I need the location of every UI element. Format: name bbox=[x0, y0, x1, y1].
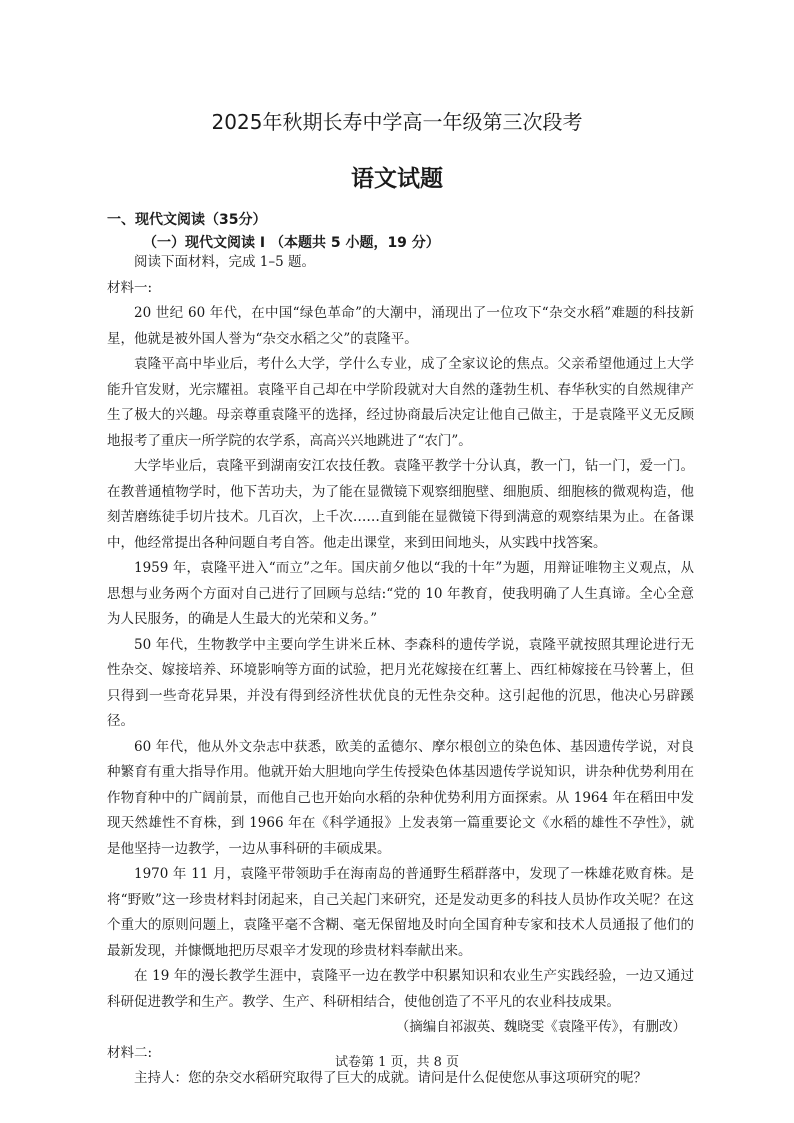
subject-title: 语文试题 bbox=[351, 166, 443, 192]
material-one-paragraph: 50 年代，生物教学中主要向学生讲米丘林、李森科的遗传学说，袁隆平就按照其理论进行无性杂交、嫁接培养、环境影响等方面的试验，把月光花嫁接在红薯上、西红柿嫁接在马铃薯上，但只得到一些奇花异果，并没有得到经济性状优良的无性杂交种。这引起他的沉思，他决心另辟蹊径。 bbox=[107, 636, 694, 729]
material-one-label: 材料一: bbox=[107, 279, 153, 296]
material-one-paragraph: 60 年代，他从外文杂志中获悉，欧美的孟德尔、摩尔根创立的染色体、基因遗传学说，对良种繁育有重大指导作用。他就开始大胆地向学生传授染色体基因遗传学说知识，讲杂种优势利用在作物育种中的广阔前景，而他自己也开始向水稻的杂种优势利用方面探索。从 1964 年在稻田中发现天然雄性不育株，到 1966 年在《科学通报》上发表第一篇重要论文《水稻的雄性不孕性》，就是他坚持一边教学，一边从事科研的丰硕成果。 bbox=[107, 738, 694, 857]
material-one-paragraph: 20 世纪 60 年代，在中国“绿色革命”的大潮中，涌现出了一位攻下“杂交水稻”难题的科技新星，他就是被外国人誉为“杂交水稻之父”的袁隆平。 bbox=[107, 305, 694, 347]
exam-title: 2025年秋期长寿中学高一年级第三次段考 bbox=[211, 110, 583, 134]
section-heading-part-one: 一、现代文阅读（35分） bbox=[107, 212, 267, 228]
material-one-paragraph: 大学毕业后，袁隆平到湖南安江农技任教。袁隆平教学十分认真，教一门，钻一门，爱一门。在教普通植物学时，他下苦功夫，为了能在显微镜下观察细胞壁、细胞质、细胞核的微观构造，他刻苦磨练徒手切片技术。几百次，上千次……直到能在显微镜下得到满意的观察结果为止。在备课中，他经常提出各种问题自考自答。他走出课堂，来到田间地头，从实践中找答案。 bbox=[107, 458, 694, 551]
page-footer: 试卷第 1 页，共 8 页 bbox=[334, 1055, 460, 1070]
material-two-paragraph: 主持人：您的杂交水稻研究取得了巨大的成就。请问是什么促使您从事这项研究的呢？ bbox=[134, 1070, 647, 1086]
material-one-paragraph: 1959 年，袁隆平进入“而立”之年。国庆前夕他以“我的十年”为题，用辩证唯物主义观点，从思想与业务两个方面对自己进行了回顾与总结:“党的 10 年教育，使我明确了人生真谛。全心全意为人民服务，的确是人生最大的光荣和义务。” bbox=[107, 560, 694, 627]
material-one-paragraph: 袁隆平高中毕业后，考什么大学，学什么专业，成了全家议论的焦点。父亲希望他通过上大学能升官发财，光宗耀祖。袁隆平自己却在中学阶段就对大自然的蓬勃生机、春华秋实的自然规律产生了极大的兴趣。母亲尊重袁隆平的选择，经过协商最后决定让他自己做主，于是袁隆平义无反顾地报考了重庆一所学院的农学系，高高兴兴地跳进了“农门”。 bbox=[107, 356, 694, 449]
material-one-paragraph: 在 19 年的漫长教学生涯中，袁隆平一边在教学中积累知识和农业生产实践经验，一边又通过科研促进教学和生产。教学、生产、科研相结合，使他创造了不平凡的农业科技成果。 bbox=[107, 968, 694, 1010]
material-two-label: 材料二: bbox=[107, 1044, 153, 1061]
instruction-text: 阅读下面材料，完成 1–5 题。 bbox=[134, 254, 316, 270]
reading-passage bbox=[107, 250, 694, 1092]
section-heading-reading-one: （一）现代文阅读 I （本题共 5 小题，19 分） bbox=[143, 235, 440, 251]
material-one-paragraph: 1970 年 11 月，袁隆平带领助手在海南岛的普通野生稻群落中，发现了一株雄花败育株。是将“野败”这一珍贵材料封闭起来，自己关起门来研究，还是发动更多的科技人员协作攻关呢？在这个重大的原则问题上，袁隆平毫不含糊、毫无保留地及时向全国育种专家和技术人员通报了他们的最新发现，并慷慨地把历尽艰辛才发现的珍贵材料奉献出来。 bbox=[107, 866, 694, 959]
material-one-source: （摘编自祁淑英、魏晓雯《袁隆平传》，有删改） bbox=[395, 1019, 686, 1035]
